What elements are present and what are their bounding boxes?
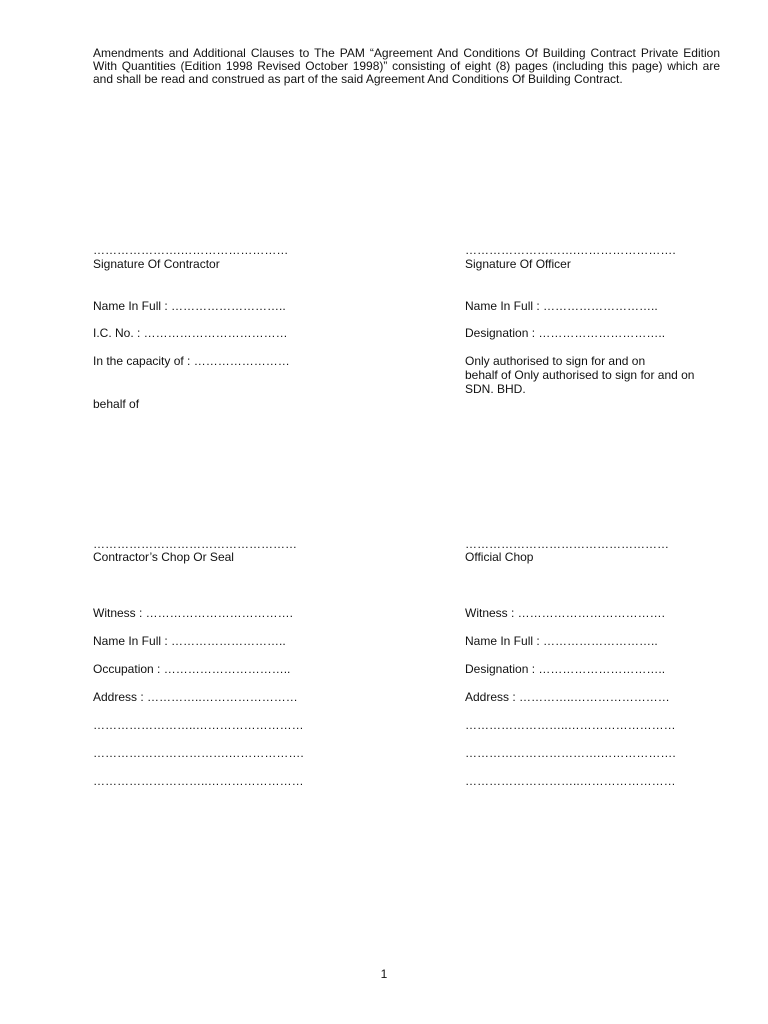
officer-address-line: ……………………..……………………… bbox=[465, 718, 676, 732]
officer-address-line: ………………………..…………………… bbox=[465, 774, 676, 788]
intro-paragraph: Amendments and Additional Clauses to The PAM “Agreement And Conditions Of Building Contract Private Edition With Quantities (Edition 1998 Revised October 1998)” consisting of eight (8) pages (including this page) which are and shall be read and construed as part of the said Agreement And Conditions Of Building Contract. bbox=[93, 46, 720, 86]
officer-company-text: SDN. BHD. bbox=[465, 382, 526, 396]
contractor-ic-field: I.C. No. : ……………………………… bbox=[93, 326, 288, 340]
official-chop-label: Official Chop bbox=[465, 550, 534, 564]
contractor-capacity-field: In the capacity of : …………………… bbox=[93, 354, 290, 368]
contractor-address-line: …………………………….………………. bbox=[93, 746, 304, 760]
officer-witness-designation-field: Designation : ………………………….. bbox=[465, 662, 666, 676]
officer-signature-label: Signature Of Officer bbox=[465, 257, 571, 271]
contractor-address-line: ……………………..……………………… bbox=[93, 718, 304, 732]
officer-witness-field: Witness : ………………………………. bbox=[465, 606, 666, 620]
contractor-address-line: ………………………..…………………… bbox=[93, 774, 304, 788]
contractor-witness-name-field: Name In Full : ……………………….. bbox=[93, 634, 286, 648]
contractor-witness-address-field: Address : …………..…………………… bbox=[93, 690, 298, 704]
contractor-witness-field: Witness : ………………………………. bbox=[93, 606, 294, 620]
official-chop-line: …………………………………………… bbox=[465, 537, 669, 551]
officer-address-line: …………………………….………………. bbox=[465, 746, 676, 760]
officer-witness-name-field: Name In Full : ……………………….. bbox=[465, 634, 658, 648]
contractor-name-field: Name In Full : ……………………….. bbox=[93, 299, 286, 313]
contractor-behalf-text: behalf of bbox=[93, 397, 140, 411]
contractor-chop-line: …………………………………………… bbox=[93, 537, 297, 551]
officer-authorised-text: Only authorised to sign for and on bbox=[465, 354, 646, 368]
contractor-witness-occupation-field: Occupation : ………………………….. bbox=[93, 662, 291, 676]
officer-signature-line: ……………………….……………………. bbox=[465, 243, 676, 257]
officer-name-field: Name In Full : ……………………….. bbox=[465, 299, 658, 313]
contractor-signature-line: ………………….……………………… bbox=[93, 243, 289, 257]
officer-witness-address-field: Address : …………..…………………… bbox=[465, 690, 670, 704]
contractor-signature-label: Signature Of Contractor bbox=[93, 257, 220, 271]
officer-authorised-text: behalf of Only authorised to sign for and on bbox=[465, 368, 695, 382]
page-number: 1 bbox=[380, 967, 388, 981]
contractor-chop-label: Contractor’s Chop Or Seal bbox=[93, 550, 234, 564]
officer-designation-field: Designation : ………………………….. bbox=[465, 326, 666, 340]
